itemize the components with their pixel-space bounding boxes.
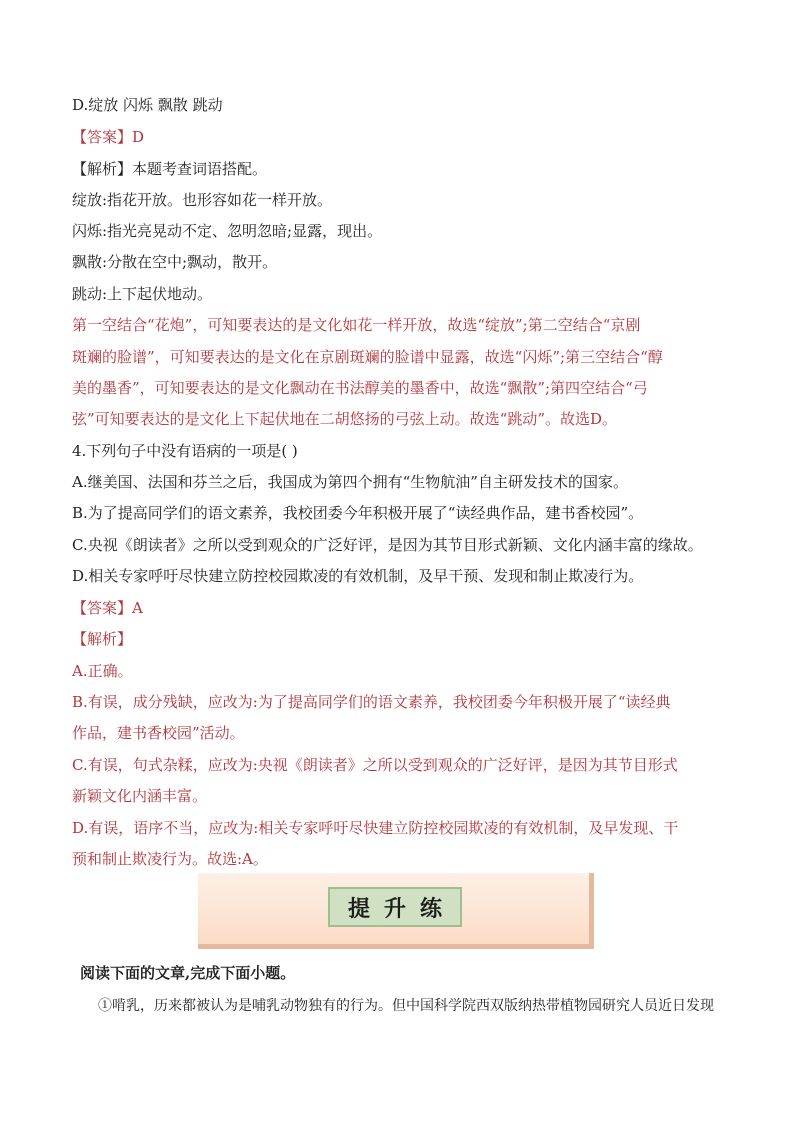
text-line-1 [72,95,223,115]
text-line-2 [72,127,144,147]
text-line-11 [72,409,617,429]
section-banner-title: 提升练 [347,896,456,922]
text-run: 斑斓的脸谱”，可知要表达的是文化在京剧斑斓的脸谱中显露，故选“闪烁”;第三空结合“醇 [72,348,663,366]
text-line-4 [72,190,332,210]
text-run: 飘散:分散在空中;飘动，散开。 [72,253,278,271]
reading-instruction: 阅读下面的文章,完成下面小题。 [80,964,296,982]
text-run: B.有误，成分残缺，应改为:为了提高同学们的语文素养，我校团委今年积极开展了“读经典 [72,693,671,711]
section-banner [198,873,594,949]
text-run: 【答案】D [72,128,145,146]
text-line-5 [72,221,382,241]
text-line-22 [72,755,678,775]
text-line-7 [72,284,212,304]
text-run: 新颖文化内涵丰富。 [72,787,208,805]
text-run: 4.下列句子中没有语病的一项是( ) [72,442,298,460]
text-line-17 [72,598,143,618]
text-run: 美的墨香”，可知要表达的是文化飘动在书法醇美的墨香中，故选“飘散”;第四空结合“弓 [72,379,648,397]
text-run: C.有误，句式杂糅，应改为:央视《朗读者》之所以受到观众的广泛好评，是因为其节目形式 [72,756,678,774]
text-line-20 [72,692,671,712]
text-line-10 [72,378,648,398]
text-line-6 [72,252,277,272]
text-line-23 [72,786,207,806]
text-run: 弦”可知要表达的是文化上下起伏地在二胡悠扬的弓弦上动。故选“跳动”。故选D。 [72,410,618,428]
text-line-14 [72,503,643,523]
text-run: 绽放:指花开放。也形容如花一样开放。 [72,191,333,209]
text-run: 【答案】A [72,599,143,617]
text-line-3 [72,159,267,179]
text-run: 第一空结合“花炮”，可知要表达的是文化如花一样开放，故选“绽放”;第二空结合“京剧 [72,316,641,334]
text-line-9 [72,347,663,367]
text-run: 本题考查词语搭配。 [132,160,268,178]
text-run: C.央视《朗读者》之所以受到观众的广泛好评，是因为其节目形式新颖、文化内涵丰富的缘故。 [72,536,703,554]
text-line-19 [72,661,133,681]
text-line-24 [72,818,678,838]
text-run: A.正确。 [72,662,133,680]
text-run: D.有误，语序不当，应改为:相关专家呼吁尽快建立防控校园欺凌的有效机制，及早发现、干 [72,819,679,837]
text-line-8 [72,315,640,335]
text-run: D.相关专家呼吁尽快建立防控校园欺凌的有效机制，及早干预、发现和制止欺凌行为。 [72,567,644,585]
text-run: 闪烁:指光亮晃动不定、忽明忽暗;显露，现出。 [72,222,383,240]
text-line-18 [72,629,132,649]
text-run: B.为了提高同学们的语文素养，我校团委今年积极开展了“读经典作品，建书香校园”。 [72,504,644,522]
reading-paragraph-1: ①啃乳，历来都被认为是哺乳动物独有的行为。但中国科学院西双版纳热带植物园研究人员近日发现 [98,998,714,1014]
text-run: 作品，建书香校园”活动。 [72,724,245,742]
text-line-21 [72,723,245,743]
text-run: 【解析】 [72,160,133,178]
text-run: 预和制止欺凌行为。故选:A。 [72,850,268,868]
text-line-12 [72,441,298,461]
text-line-16 [72,566,643,586]
text-run: A.继美国、法国和芬兰之后，我国成为第四个拥有“生物航油”自主研发技术的国家。 [72,473,628,491]
section-banner-label-box [328,887,462,927]
text-run: 跳动:上下起伏地动。 [72,285,213,303]
text-line-25 [72,849,268,869]
text-line-15 [72,535,703,555]
text-run: 【解析】 [72,630,133,648]
text-run: D.绽放 闪烁 飘散 跳动 [72,96,223,114]
text-line-13 [72,472,628,492]
